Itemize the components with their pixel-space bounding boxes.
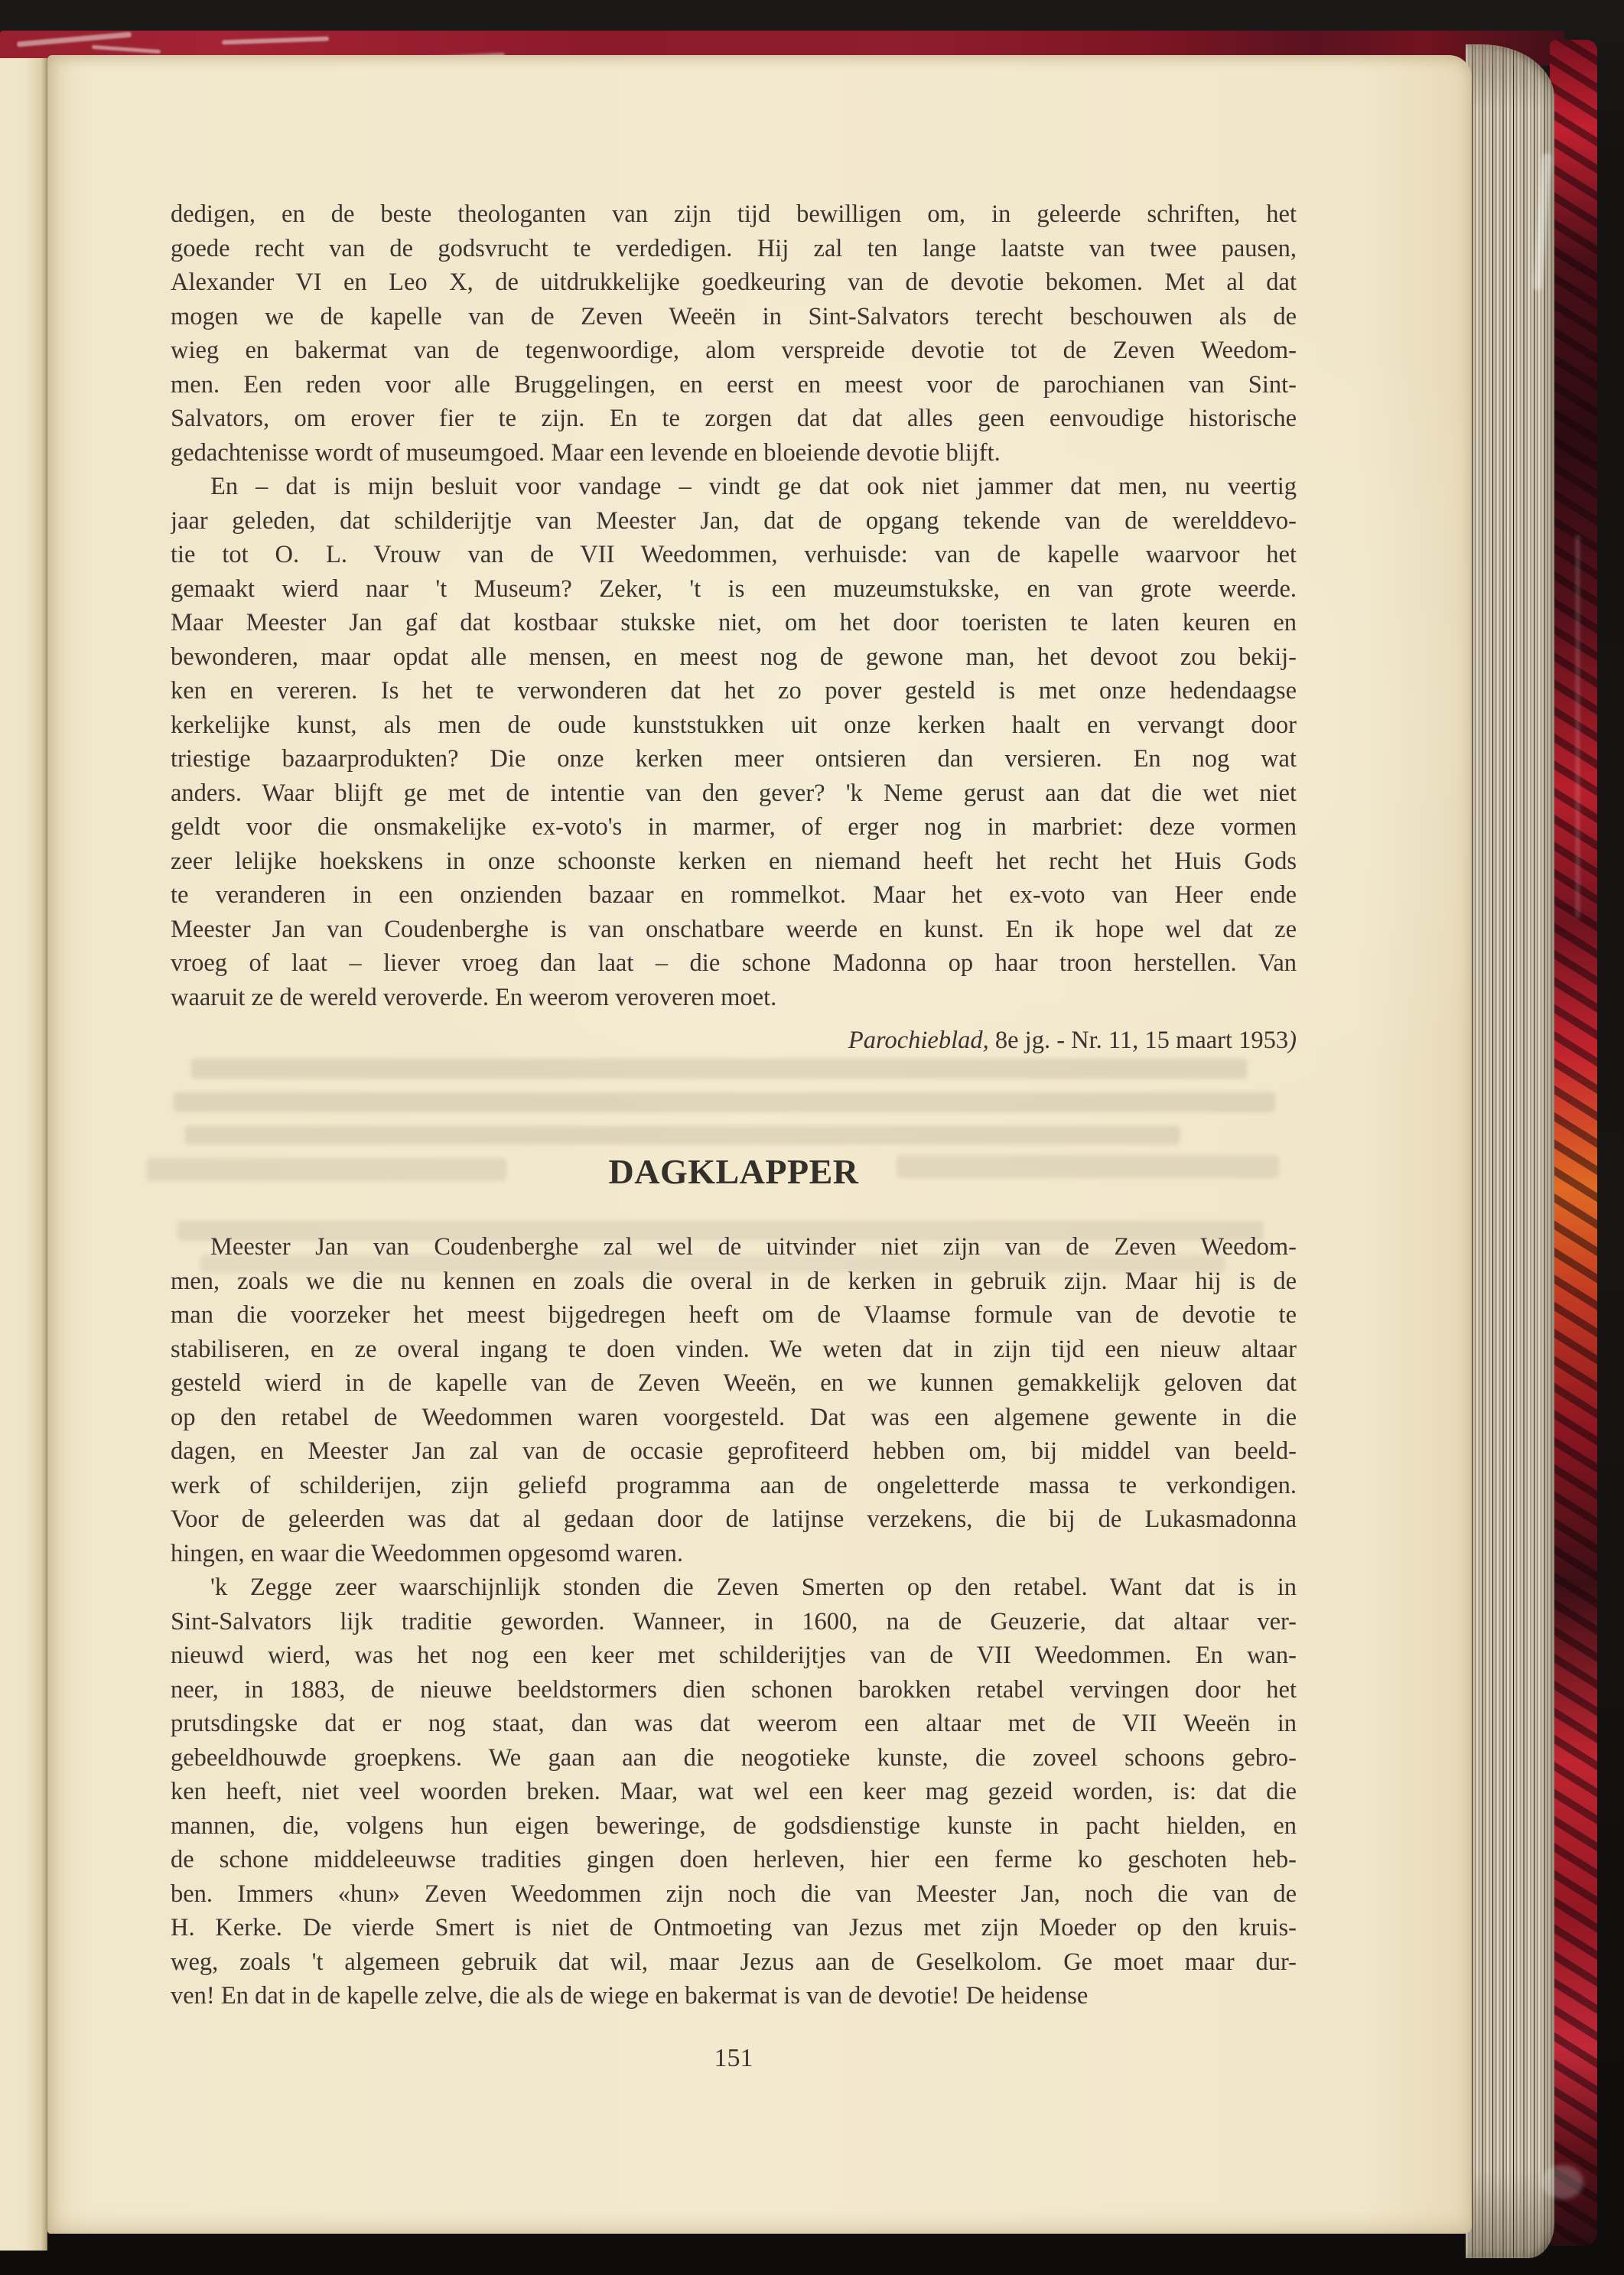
underlying-page-edge <box>0 58 47 2251</box>
text-line: wieg en bakermat van de tegenwoordige, alom verspreide devotie tot de Zeven Weedom- <box>171 337 1297 364</box>
attribution-line <box>171 1024 1297 1057</box>
text-line: prutsdingske dat er nog staat, dan was dat weerom een altaar met de VII Weeën in <box>171 1710 1297 1737</box>
text-line: stabiliseren, en ze overal ingang te doen vinden. We weten dat in zijn tijd een nieuw altaar <box>171 1335 1297 1363</box>
text-line: Maar Meester Jan gaf dat kostbaar stukske niet, om het door toeristen te laten keuren en <box>171 609 1297 636</box>
text-line: ken heeft, niet veel woorden breken. Maar, wat wel een keer mag gezeid worden, is: dat die <box>171 1778 1297 1805</box>
book-page <box>47 55 1472 2234</box>
text-line: jaar geleden, dat schilderijtje van Meester Jan, dat de opgang tekende van de werelddevo- <box>171 506 1297 535</box>
text-line: ken en vereren. Is het te verwonderen dat het zo pover gesteld is met onze hedendaagse <box>171 677 1297 705</box>
text-line: tie tot O. L. Vrouw van de VII Weedommen, verhuisde: van de kapelle waarvoor het <box>171 541 1297 568</box>
text-line: te veranderen in een onzienden bazaar en rommelkot. Maar het ex-voto van Heer ende <box>171 881 1297 909</box>
paragraph <box>171 1570 1297 2013</box>
text-line: gesteld wierd in de kapelle van de Zeven Weeën, en we kunnen gemakkelijk geloven dat <box>171 1369 1297 1397</box>
text-line: Salvators, om erover fier te zijn. En te zorgen dat dat alles geen eenvoudige historische <box>171 405 1297 432</box>
text-line: anders. Waar blijft ge met de intentie van den gever? 'k Neme gerust aan dat die wet niet <box>171 779 1297 807</box>
attribution-closing: ) <box>1288 1027 1297 1054</box>
text-line: hingen, en waar die Weedommen opgesomd waren. <box>171 1539 684 1567</box>
text-line: werk of schilderijen, zijn geliefd programma aan de ongeletterde massa te verkondigen. <box>171 1471 1297 1499</box>
text-line: ben. Immers «hun» Zeven Weedommen zijn noch die van Meester Jan, noch die van de <box>171 1880 1297 1908</box>
text-line: weg, zoals 't algemeen gebruik dat wil, maar Jezus aan de Geselkolom. Ge moet maar dur- <box>171 1948 1297 1976</box>
paragraph <box>171 197 1297 470</box>
text-line: vroeg of laat – liever vroeg dan laat – die schone Madonna op haar troon herstellen. Van <box>171 949 1297 977</box>
scuff-mark <box>17 31 132 47</box>
text-line: nieuwd wierd, was het nog een keer met schilderijtjes van de VII Weedommen. En wan- <box>171 1642 1297 1669</box>
text-line: Voor de geleerden was dat al gedaan door de latijnse verzekens, die bij de Lukasmadonna <box>171 1505 1297 1533</box>
text-line: gemaakt wierd naar 't Museum? Zeker, 't is een muzeumstukske, en van grote weerde. <box>171 574 1297 603</box>
text-line: mannen, die, volgens hun eigen beweringe, de godsdienstige kunste in pacht hielden, en <box>171 1811 1297 1840</box>
text-line: kerkelijke kunst, als men de oude kunststukken uit onze kerken haalt en vervangt door <box>171 711 1297 739</box>
text-line: gebeeldhouwde groepkens. We gaan aan die neogotieke kunste, die zoveel schoons gebro- <box>171 1743 1297 1772</box>
text-line: neer, in 1883, de nieuwe beeldstormers dien schonen barokken retabel vervingen door het <box>171 1675 1297 1704</box>
text-line: geldt voor die onsmakelijke ex-voto's in marmer, of erger nog in marbriet: deze vormen <box>171 813 1297 841</box>
plastic-glint <box>1576 535 1580 918</box>
text-block <box>171 197 1297 2075</box>
section-heading: DAGKLAPPER <box>608 1152 859 1191</box>
body-text-after-heading <box>171 1230 1297 2013</box>
text-line: de schone middeleeuwse tradities gingen doen herleven, hier een ferme ko geschoten heb- <box>171 1846 1297 1873</box>
text-line: men, zoals we die nu kennen en zoals die overal in de kerken in gebruik zijn. Maar hij is de <box>171 1267 1297 1295</box>
paragraph <box>171 1230 1297 1570</box>
page-stack-edges <box>1466 44 1554 2258</box>
book-cover-marbled-edge <box>1550 40 1597 2246</box>
text-line: bewonderen, maar opdat alle mensen, en meest nog de gewone man, het devoot zou bekij- <box>171 643 1297 671</box>
text-line: gedachtenisse wordt of museumgoed. Maar een levende en bloeiende devotie blijft. <box>171 438 1001 467</box>
text-line: dagen, en Meester Jan zal van de occasie geprofiteerd hebben om, bij middel van beeld- <box>171 1437 1297 1465</box>
text-line: 'k Zegge zeer waarschijnlijk stonden die Zeven Smerten op den retabel. Want dat is in <box>210 1574 1297 1601</box>
page-number: 151 <box>714 2043 753 2072</box>
text-line: Alexander VI en Leo X, de uitdrukkelijke goedkeuring van de devotie bekomen. Met al dat <box>171 269 1297 296</box>
text-line: mogen we de kapelle van de Zeven Weeën in Sint-Salvators terecht beschouwen als de <box>171 302 1297 330</box>
text-line: man die voorzeker het meest bijgedregen heeft om de Vlaamse formule van de devotie te <box>171 1301 1297 1329</box>
scuff-mark <box>92 45 161 54</box>
body-text-before-heading <box>171 197 1297 1014</box>
attribution-source: Parochieblad, <box>848 1027 989 1054</box>
text-line: waaruit ze de wereld veroverde. En weerom veroveren moet. <box>171 983 777 1011</box>
text-line: H. Kerke. De vierde Smert is niet de Ontmoeting van Jezus met zijn Moeder op den kruis- <box>171 1914 1297 1941</box>
text-line: En – dat is mijn besluit voor vandage – vindt ge dat ook niet jammer dat men, nu veertig <box>210 473 1297 500</box>
text-line: Meester Jan van Coudenberghe is van onschatbare weerde en kunst. En ik hope wel dat ze <box>171 915 1297 943</box>
scuff-mark <box>222 37 329 45</box>
text-line: zeer lelijke hoekskens in onze schoonste kerken en niemand heeft het recht het Huis Gods <box>171 847 1297 875</box>
text-line: Meester Jan van Coudenberghe zal wel de uitvinder niet zijn van de Zeven Weedom- <box>210 1233 1297 1261</box>
text-line: men. Een reden voor alle Bruggelingen, en eerst en meest voor de parochianen van Sint- <box>171 370 1297 399</box>
text-line: dedigen, en de beste theologanten van zijn tijd bewilligen om, in geleerde schriften, het <box>171 200 1297 228</box>
text-line: triestige bazaarprodukten? Die onze kerken meer ontsieren dan versieren. En nog wat <box>171 745 1297 773</box>
text-line: ven! En dat in de kapelle zelve, die als de wiege en bakermat is van de devotie! De heidense <box>171 1982 1089 2010</box>
text-line: op den retabel de Weedommen waren voorgesteld. Dat was een algemene gewente in die <box>171 1403 1297 1431</box>
text-line: goede recht van de godsvrucht te verdedigen. Hij zal ten lange laatste van twee pausen, <box>171 234 1297 262</box>
paragraph <box>171 470 1297 1014</box>
plastic-glint <box>1541 2165 1583 2199</box>
text-line: Sint-Salvators lijk traditie geworden. Wanneer, in 1600, na de Geuzerie, dat altaar ver- <box>171 1607 1297 1635</box>
attribution-details: 8e jg. - Nr. 11, 15 maart 1953 <box>988 1027 1289 1054</box>
